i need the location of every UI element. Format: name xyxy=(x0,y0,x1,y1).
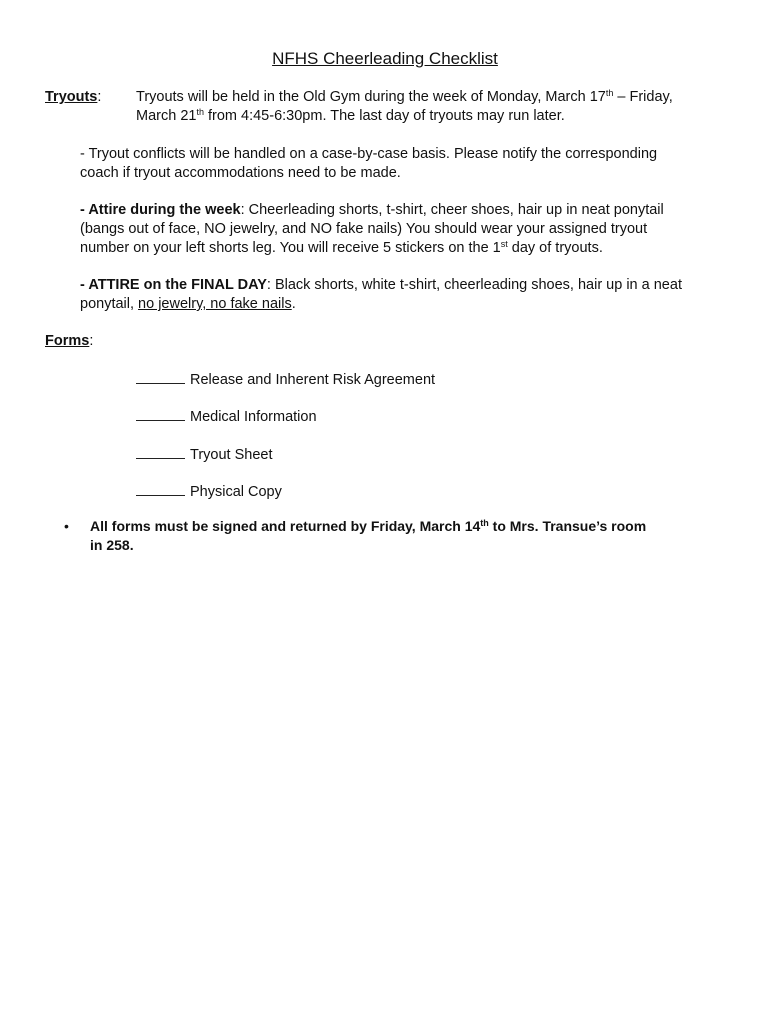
attire-week-paragraph xyxy=(80,201,760,258)
attire-final-underlined: no jewelry, no fake nails xyxy=(138,296,292,312)
attire-final-label: - ATTIRE on the FINAL DAY xyxy=(80,277,267,293)
tryouts-line-1 xyxy=(136,88,756,107)
deadline-text xyxy=(90,517,740,555)
conflicts-line-1: - Tryout conflicts will be handled on a case-by-case basis. Please notify the corresponding xyxy=(80,146,658,162)
attire-week-line-3-sup: st xyxy=(500,239,508,249)
attire-week-label: - Attire during the week xyxy=(80,202,241,218)
attire-week-line-1 xyxy=(80,201,760,220)
form-item-tryout-sheet xyxy=(136,444,272,465)
forms-label: Forms xyxy=(45,333,90,349)
tryouts-heading xyxy=(45,88,101,107)
form-item-physical xyxy=(136,481,282,502)
deadline-line-1-sup: th xyxy=(480,518,489,528)
attire-week-line-3-end: day of tryouts. xyxy=(507,240,603,256)
tryouts-line-2-text: March 21 xyxy=(136,108,197,124)
tryouts-line-2-sup: th xyxy=(196,107,204,117)
checklist-blank[interactable] xyxy=(136,444,185,459)
checklist-blank[interactable] xyxy=(136,406,185,421)
checklist-blank[interactable] xyxy=(136,481,185,496)
form-item-label: Medical Information xyxy=(190,409,317,425)
conflicts-line-2: coach if tryout accommodations need to be made. xyxy=(80,165,401,181)
attire-final-line-1 xyxy=(80,276,760,295)
tryouts-paragraph xyxy=(136,88,756,126)
tryouts-line-1-sup: th xyxy=(605,88,614,98)
attire-final-paragraph xyxy=(80,276,760,314)
deadline-line-1 xyxy=(90,517,740,536)
tryouts-label-colon: : xyxy=(97,89,102,105)
checklist-blank[interactable] xyxy=(136,369,185,384)
deadline-line-1-text: All forms must be signed and returned by Friday, March 14 xyxy=(90,518,481,534)
forms-heading xyxy=(45,332,93,351)
bullet-icon: • xyxy=(64,518,69,534)
attire-week-line-2: (bangs out of face, NO jewelry, and NO fake nails) You should wear your assigned tryout xyxy=(80,221,648,237)
forms-label-colon: : xyxy=(89,333,94,349)
tryouts-line-2-end: from 4:45-6:30pm. The last day of tryouts may run later. xyxy=(203,108,565,124)
form-item-label: Physical Copy xyxy=(190,484,282,500)
attire-week-line-1-text: : Cheerleading shorts, t-shirt, cheer shoes, hair up in neat ponytail xyxy=(240,202,664,218)
attire-final-line-2-end: . xyxy=(291,296,296,312)
tryouts-label: Tryouts xyxy=(45,89,98,105)
tryouts-line-1-text: Tryouts will be held in the Old Gym during the week of Monday, March 17 xyxy=(136,89,606,105)
attire-final-line-2 xyxy=(80,295,760,314)
attire-final-line-1-text: : Black shorts, white t-shirt, cheerleading shoes, hair up in a neat xyxy=(266,277,682,293)
form-item-release xyxy=(136,369,435,390)
attire-final-line-2-text: ponytail, xyxy=(80,296,139,312)
tryouts-line-2 xyxy=(136,107,756,126)
deadline-line-1-end: to Mrs. Transue’s room xyxy=(488,518,647,534)
deadline-line-2: in 258. xyxy=(90,537,134,553)
page-title: NFHS Cheerleading Checklist xyxy=(272,49,498,68)
form-item-label: Release and Inherent Risk Agreement xyxy=(190,372,436,388)
form-item-medical xyxy=(136,406,317,427)
attire-week-line-3 xyxy=(80,239,760,258)
attire-week-line-3-text: number on your left shorts leg. You will receive 5 stickers on the 1 xyxy=(80,240,501,256)
form-item-label: Tryout Sheet xyxy=(190,447,273,463)
conflicts-paragraph xyxy=(80,145,760,183)
tryouts-line-1-end: – Friday, xyxy=(613,89,673,105)
